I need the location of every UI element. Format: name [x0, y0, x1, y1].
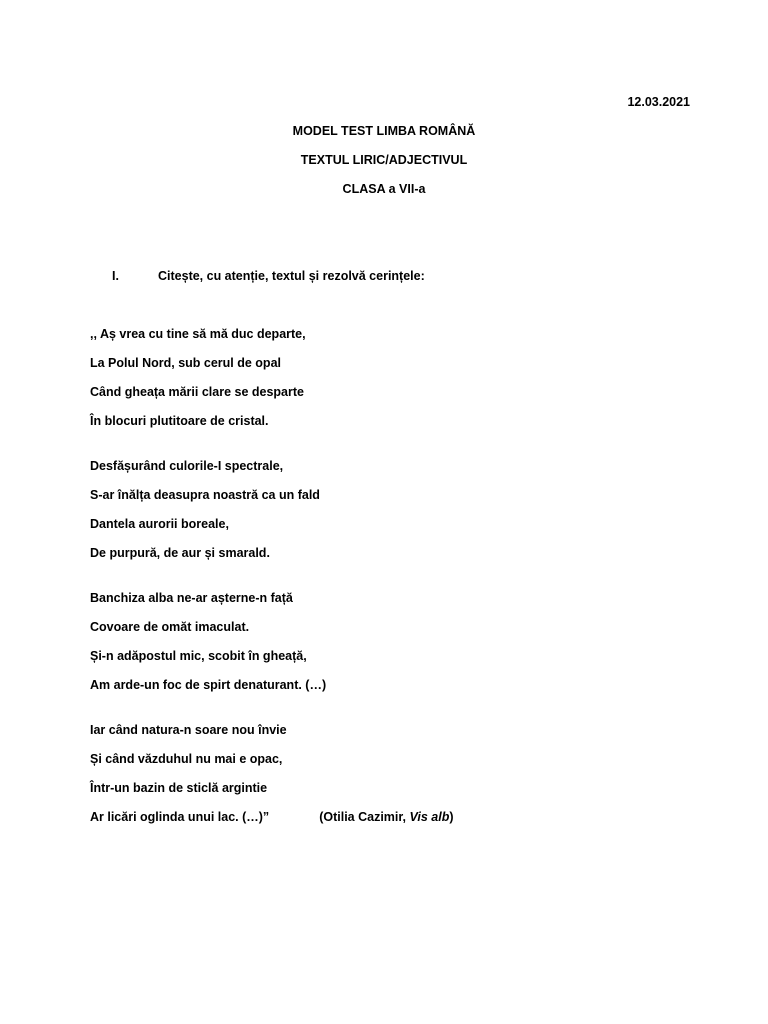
poem-verse: De purpură, de aur și smarald.	[90, 546, 270, 560]
poem-verse: S-ar înălța deasupra noastră ca un fald	[90, 488, 320, 502]
poem-verse: Când gheața mării clare se desparte	[90, 385, 304, 399]
poem-verse: Banchiza alba ne-ar așterne-n față	[90, 591, 293, 605]
document-class-label: CLASA a VII-a	[342, 182, 426, 196]
poem-verse: Și-n adăpostul mic, scobit în gheață,	[90, 649, 307, 663]
section-instruction: Citește, cu atenție, textul și rezolvă cerințele:	[158, 269, 425, 283]
poem-verse: Iar când natura-n soare nou învie	[90, 723, 287, 737]
poem-verse: Am arde-un foc de spirt denaturant. (…)	[90, 678, 327, 692]
document-subtitle: TEXTUL LIRIC/ADJECTIVUL	[300, 153, 468, 167]
attribution-open: (	[319, 810, 324, 824]
document-date: 12.03.2021	[627, 95, 690, 109]
poem-verse: Ar licări oglinda unui lac. (…)”	[90, 810, 270, 824]
poem-verse: Și când văzduhul nu mai e opac,	[90, 752, 283, 766]
attribution-close: )	[449, 810, 454, 824]
poem-verse: În blocuri plutitoare de cristal.	[90, 414, 269, 428]
poem-stanza-2	[90, 458, 454, 561]
poem-last-verse-row	[90, 809, 454, 825]
poem-verse: Dantela aurorii boreale,	[90, 517, 229, 531]
section-heading	[112, 269, 425, 283]
poem-stanza-3	[90, 590, 454, 693]
poem-verse: ,, Aș vrea cu tine să mă duc departe,	[90, 327, 306, 341]
poem-verse: La Polul Nord, sub cerul de opal	[90, 356, 281, 370]
poem-verse: Într-un bazin de sticlă argintie	[90, 781, 268, 795]
poem-verse: Covoare de omăt imaculat.	[90, 620, 250, 634]
poem-attribution	[319, 809, 453, 825]
section-number: I.	[112, 269, 119, 283]
poem-verse: Desfășurând culorile-I spectrale,	[90, 459, 284, 473]
attribution-author: Otilia Cazimir,	[323, 810, 410, 824]
poem-stanza-4	[90, 722, 454, 825]
poem-text	[90, 326, 454, 854]
attribution-work-title: Vis alb	[409, 810, 450, 824]
document-title: MODEL TEST LIMBA ROMÂNĂ	[292, 124, 476, 138]
poem-stanza-1	[90, 326, 454, 429]
